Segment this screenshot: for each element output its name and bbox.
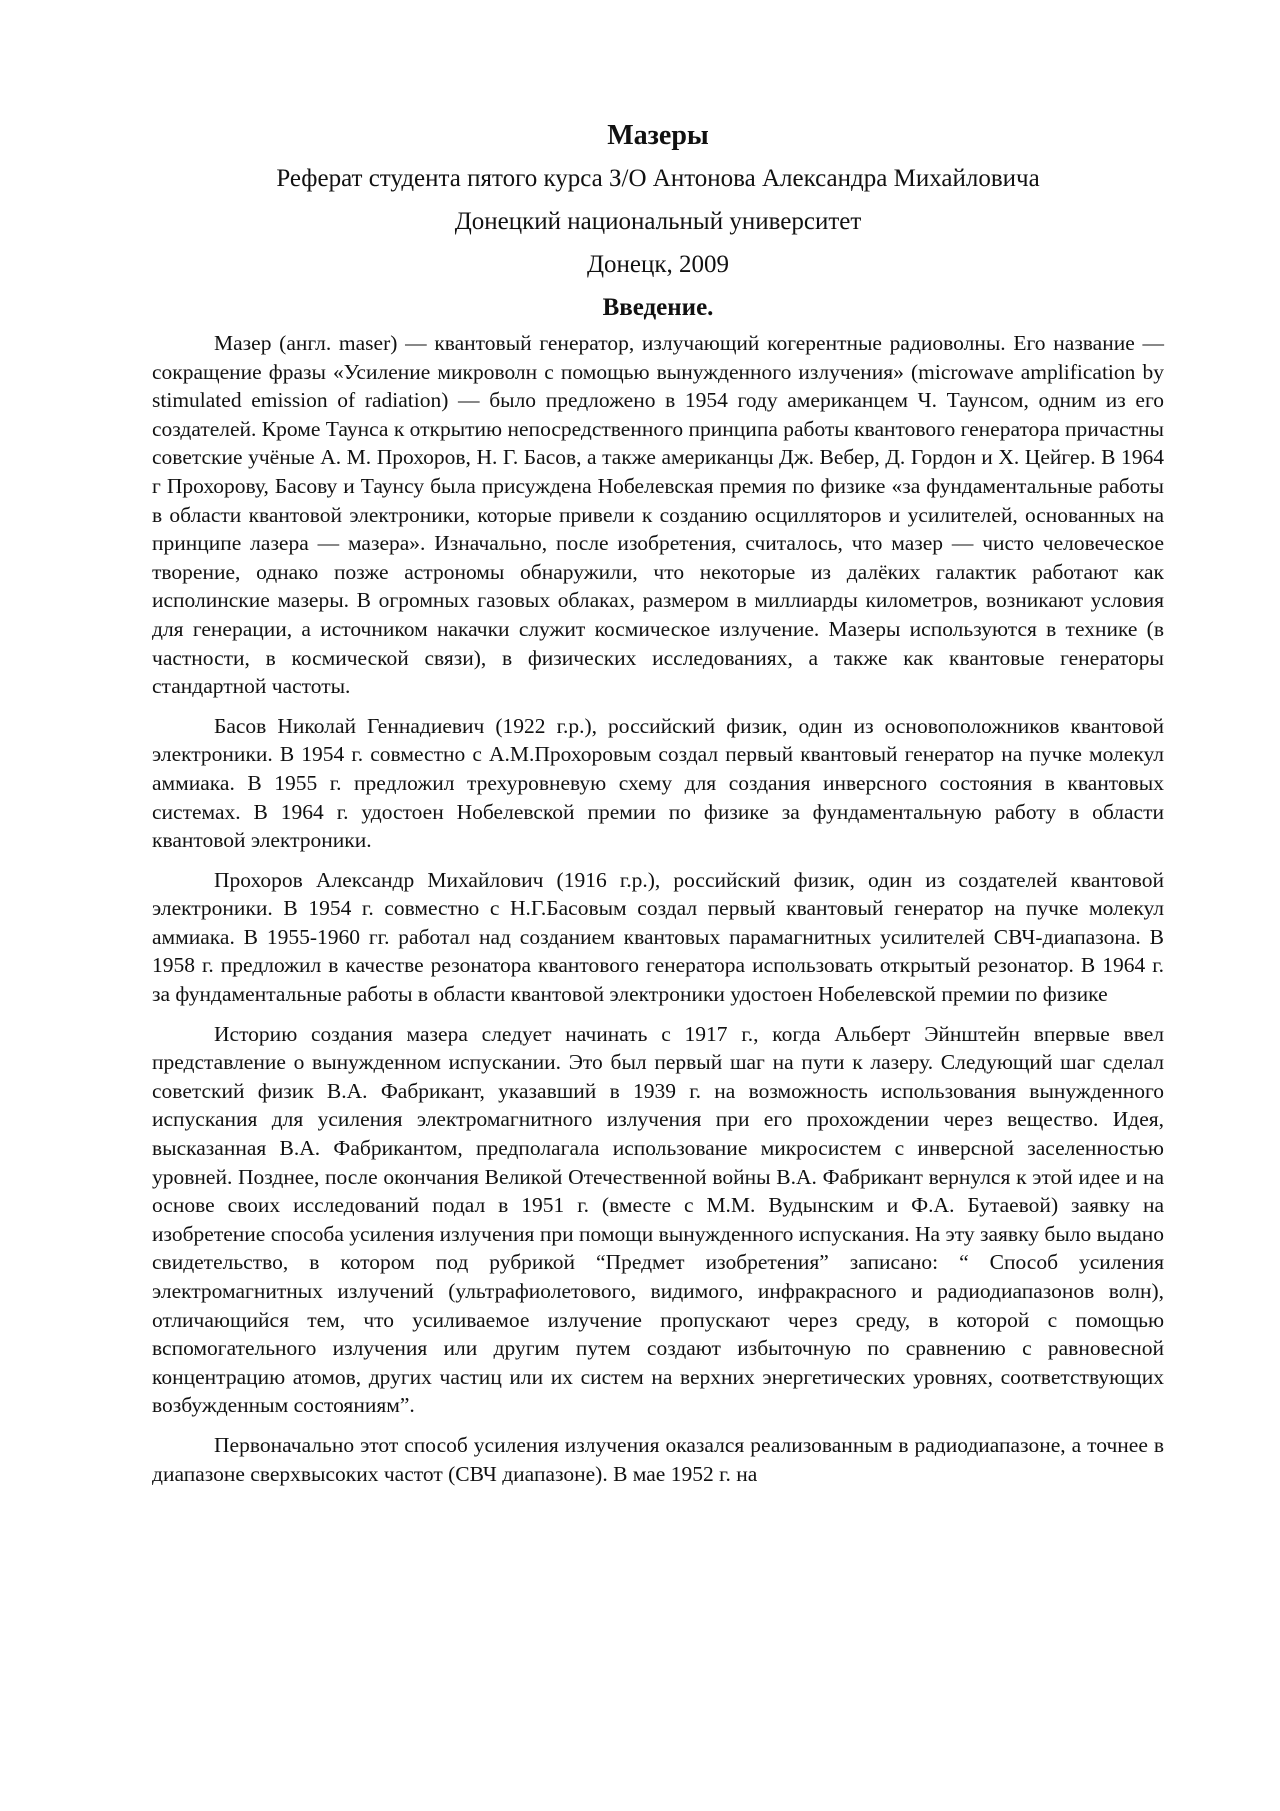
paragraph-prokhorov: Прохоров Александр Михайлович (1916 г.р.), российский физик, один из создателей квантовой электроники. В 1954 г. совместно с Н.Г.Басовым создал первый квантовый генератор на пучке молекул аммиака. В 1955-1960 гг. работал над созданием квантовых парамагнитных усилителей СВЧ-диапазона. В 1958 г. предложил в качестве резонатора квантового генератора использовать открытый резонатор. В 1964 г. за фундаментальные работы в области квантовой электроники удостоен Нобелевской премии по физике <box>152 867 1164 1007</box>
document-page <box>152 118 1164 1499</box>
paragraph-history: Историю создания мазера следует начинать с 1917 г., когда Альберт Эйнштейн впервые ввел представление о вынужденном испускании. Это был первый шаг на пути к лазеру. Следующий шаг сделал советский физик В.А. Фабрикант, указавший в 1939 г. на возможность использования вынужденного испускания для усиления электромагнитного излучения при его прохождении через вещество. Идея, высказанная В.А. Фабрикантом, предполагала использование микросистем с инверсной заселенностью уровней. Позднее, после окончания Великой Отечественной войны В.А. Фабрикант вернулся к этой идее и на основе своих исследований подал в 1951 г. (вместе с М.М. Вудынским и Ф.А. Бутаевой) заявку на изобретение способа усиления излучения при помощи вынужденного испускания. На эту заявку было выдано свидетельство, в котором под рубрикой “Предмет изобретения” записано: “ Способ усиления электромагнитных излучений (ультрафиолетового, видимого, инфракрасного и радиодиапазонов волн), отличающийся тем, что усиливаемое излучение пропускают через среду, в которой с помощью вспомогательного излучения или другим путем создают избыточную по сравнению с равновесной концентрацию атомов, других частиц или их систем на верхних энергетических уровнях, соответствующих возбужденным состояниям”. <box>152 1021 1164 1418</box>
section-heading: Введение. <box>602 294 714 321</box>
university-line: Донецкий национальный университет <box>454 208 862 235</box>
place-date-line: Донецк, 2009 <box>586 251 730 278</box>
paragraph-intro: Мазер (англ. maser) — квантовый генератор, излучающий когерентные радиоволны. Его название — сокращение фразы «Усиление микроволн с помощью вынужденного излучения» (microwave amplification by stimulated emission of radiation) — было предложено в 1954 году американцем Ч. Таунсом, одним из его создателей. Кроме Таунса к открытию непосредственного принципа работы квантового генератора причастны советские учёные А. М. Прохоров, Н. Г. Басов, а также американцы Дж. Вебер, Д. Гордон и Х. Цейгер. В 1964 г Прохорову, Басову и Таунсу была присуждена Нобелевская премия по физике «за фундаментальные работы в области квантовой электроники, которые привели к созданию осцилляторов и усилителей, основанных на принципе лазера — мазера». Изначально, после изобретения, считалось, что мазер — чисто человеческое творение, однако позже астрономы обнаружили, что некоторые из далёких галактик работают как исполинские мазеры. В огромных газовых облаках, размером в миллиарды километров, возникают условия для генерации, а источником накачки служит космическое излучение. Мазеры используются в технике (в частности, в космической связи), в физических исследованиях, а также как квантовые генераторы стандартной частоты. <box>152 331 1164 699</box>
paragraph-basov: Басов Николай Геннадиевич (1922 г.р.), российский физик, один из основоположников квантовой электроники. В 1954 г. совместно с А.М.Прохоровым создал первый квантовый генератор на пучке молекул аммиака. В 1955 г. предложил трехуровневую схему для создания инверсного состояния в квантовых системах. В 1964 г. удостоен Нобелевской премии по физике за фундаментальную работу в области квантовой электроники. <box>152 713 1164 853</box>
author-line: Реферат студента пятого курса З/О Антонова Александра Михайловича <box>276 165 1040 192</box>
paragraph-initially: Первоначально этот способ усиления излучения оказался реализованным в радиодиапазоне, а точнее в диапазоне сверхвысоких частот (СВЧ диапазоне). В мае 1952 г. на <box>152 1432 1164 1486</box>
document-title: Мазеры <box>607 120 709 151</box>
